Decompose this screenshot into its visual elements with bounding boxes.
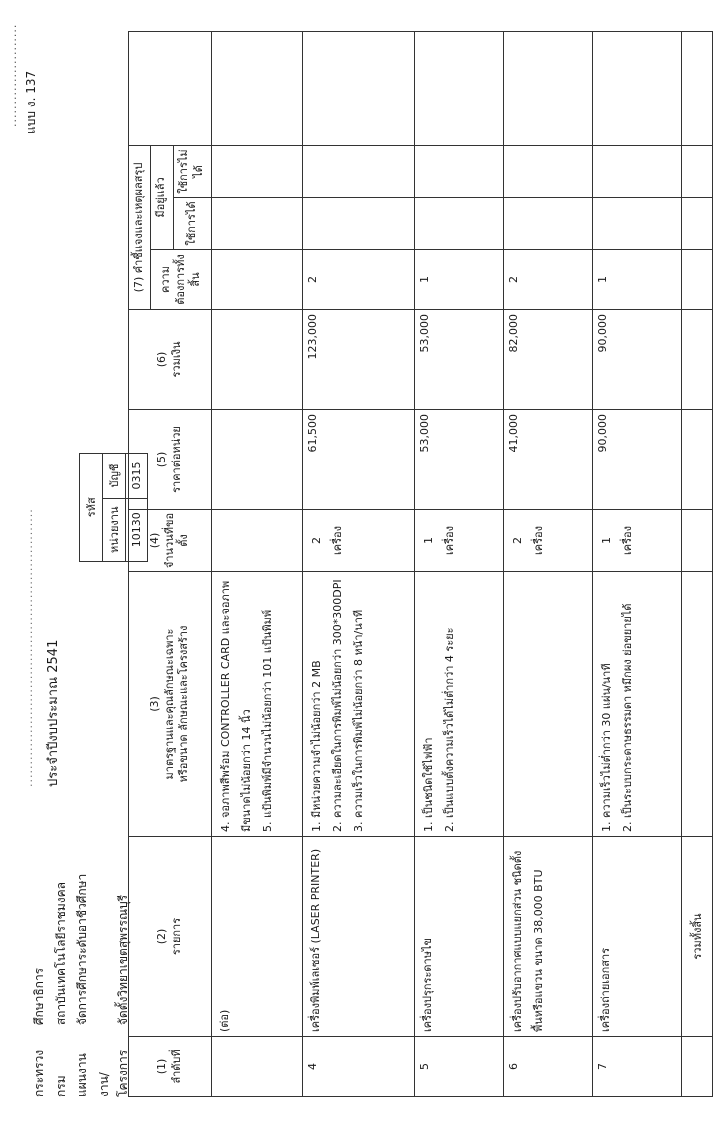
code-box-agency-value: 10130 bbox=[126, 498, 148, 561]
spec-line: 1. เป็นชนิดใช้ไฟฟ้า bbox=[421, 737, 435, 832]
table-row bbox=[592, 31, 681, 1096]
col-header-total: (6) รวมเงิน bbox=[129, 310, 212, 410]
col-header-explanation: (7) คำชี้แจงและเหตุผลสรุป bbox=[129, 145, 151, 309]
row-no: 4 bbox=[303, 1037, 414, 1097]
total-row bbox=[681, 31, 712, 1096]
form-number: แบบ ง. 137 bbox=[24, 70, 38, 134]
row-item: เครื่องพิมพ์เลเซอร์ (LASER PRINTER) bbox=[303, 837, 414, 1037]
col-header-specs: (3) มาตรฐานและคุณลักษณะเฉพาะ หรือขนาด ลักษณะและโครงสร้าง bbox=[129, 572, 212, 837]
row-qty: 2 เครื่อง bbox=[503, 510, 592, 572]
spec-line: 2. เป็นระบบกระดาษธรรมดา หมึกผง ย่อขยายได้ bbox=[620, 603, 634, 832]
spec-line: 5. แป้นพิมพ์มีจำนวนไม่น้อยกว่า 101 แป้นพิมพ์ bbox=[261, 609, 275, 832]
budget-table bbox=[128, 31, 713, 1097]
row-item: เครื่องถ่ายเอกสาร bbox=[592, 837, 681, 1037]
spec-line: 1. ความเร็วไม่ต่ำกว่า 30 แผ่น/นาที bbox=[599, 663, 613, 832]
spec-line: 4. จอภาพสีพร้อม CONTROLLER CARD และจอภาพมีขนาดไม่น้อยกว่า 14 นิ้ว bbox=[219, 580, 254, 832]
total-label: รวมทั้งสิ้น bbox=[681, 837, 712, 1037]
header-value: จัดตั้งวิทยาเขตสุพรรณบุรี bbox=[116, 894, 130, 1026]
row-total: 82,000 bbox=[503, 310, 592, 410]
header-value: สถาบันเทคโนโลยีราชมงคล bbox=[54, 882, 68, 1026]
row-qty bbox=[212, 510, 303, 572]
row-item: เครื่องปรุกระดาษไข bbox=[414, 837, 503, 1037]
row-need: 1 bbox=[414, 250, 503, 310]
top-right-dots: ....................... bbox=[6, 23, 19, 127]
code-box-title: รหัส bbox=[80, 453, 103, 561]
header-label: กระทรวง bbox=[32, 1049, 46, 1097]
row-qty: 2 เครื่อง bbox=[303, 510, 414, 572]
col-header-no: (1) ลำดับที่ bbox=[129, 1037, 212, 1097]
table-row bbox=[503, 31, 592, 1096]
header-value: ศึกษาธิการ bbox=[32, 967, 46, 1026]
col-header-existing: มีอยู่แล้ว bbox=[151, 145, 173, 249]
row-unit-price bbox=[212, 410, 303, 510]
row-item: (ต่อ) bbox=[212, 837, 303, 1037]
row-total bbox=[212, 310, 303, 410]
header-department bbox=[52, 882, 71, 1097]
row-total: 123,000 bbox=[303, 310, 414, 410]
table-row bbox=[303, 31, 414, 1096]
row-specs bbox=[212, 572, 303, 837]
row-specs bbox=[592, 572, 681, 837]
row-specs bbox=[303, 572, 414, 837]
row-unit-price: 61,500 bbox=[303, 410, 414, 510]
row-unit-price: 53,000 bbox=[414, 410, 503, 510]
header-plan bbox=[73, 874, 92, 1097]
row-need: 2 bbox=[303, 250, 414, 310]
row-unit-price: 41,000 bbox=[503, 410, 592, 510]
header-value: จัดการศึกษาระดับอาชีวศึกษา bbox=[75, 873, 89, 1026]
col-header-unit-price: (5) ราคาต่อหน่วย bbox=[129, 410, 212, 510]
row-total: 53,000 bbox=[414, 310, 503, 410]
title-dots: .............................................................. bbox=[22, 508, 35, 787]
row-no: 7 bbox=[592, 1037, 681, 1097]
spec-line: 1. มีหน่วยความจำไม่น้อยกว่า 2 MB bbox=[310, 660, 324, 832]
col-header-need: ความต้องการทั้งสิ้น bbox=[151, 250, 212, 310]
code-box-col-agency: หน่วยงาน bbox=[103, 498, 126, 561]
spec-line: 2. ความละเอียดในการพิมพ์ไม่น้อยกว่า 300*300DPI bbox=[331, 579, 345, 832]
row-qty: 1 เครื่อง bbox=[592, 510, 681, 572]
col-header-usable: ใช้การได้ bbox=[173, 198, 212, 250]
row-item: เครื่องปรับอากาศแบบแยกส่วน ชนิดตั้งพื้นหรือแขวน ขนาด 38,000 BTU bbox=[503, 837, 592, 1037]
row-no bbox=[212, 1037, 303, 1097]
table-row bbox=[212, 31, 303, 1096]
code-box-col-account: บัญชี bbox=[103, 453, 126, 498]
row-qty: 1 เครื่อง bbox=[414, 510, 503, 572]
col-header-unusable: ใช้การไม่ได้ bbox=[173, 145, 212, 197]
row-total: 90,000 bbox=[592, 310, 681, 410]
header-label: งาน/โครงการ bbox=[97, 1049, 130, 1097]
row-need bbox=[212, 250, 303, 310]
col-header-qty: (4) จำนวนที่ขอตั้ง bbox=[129, 510, 212, 572]
row-no: 6 bbox=[503, 1037, 592, 1097]
row-unit-price: 90,000 bbox=[592, 410, 681, 510]
spec-line: 3. ความเร็วในการพิมพ์ไม่น้อยกว่า 8 หน้า/นาที bbox=[352, 609, 366, 832]
row-need: 2 bbox=[503, 250, 592, 310]
col-header-item: (2) รายการ bbox=[129, 837, 212, 1037]
header-label: กรม bbox=[54, 1075, 68, 1097]
table-row bbox=[414, 31, 503, 1096]
header-ministry bbox=[30, 968, 49, 1097]
spec-line: 2. เป็นแบบตั้งความเร็วได้ไม่ต่ำกว่า 4 ระยะ bbox=[442, 627, 456, 832]
row-need: 1 bbox=[592, 250, 681, 310]
header-label: แผนงาน bbox=[75, 1053, 89, 1097]
col-header-blank bbox=[129, 31, 212, 145]
fiscal-year-title: ประจำปีงบประมาณ 2541 bbox=[46, 639, 61, 787]
row-specs bbox=[503, 572, 592, 837]
row-specs bbox=[414, 572, 503, 837]
code-box-account-value: 0315 bbox=[126, 453, 148, 498]
row-no: 5 bbox=[414, 1037, 503, 1097]
